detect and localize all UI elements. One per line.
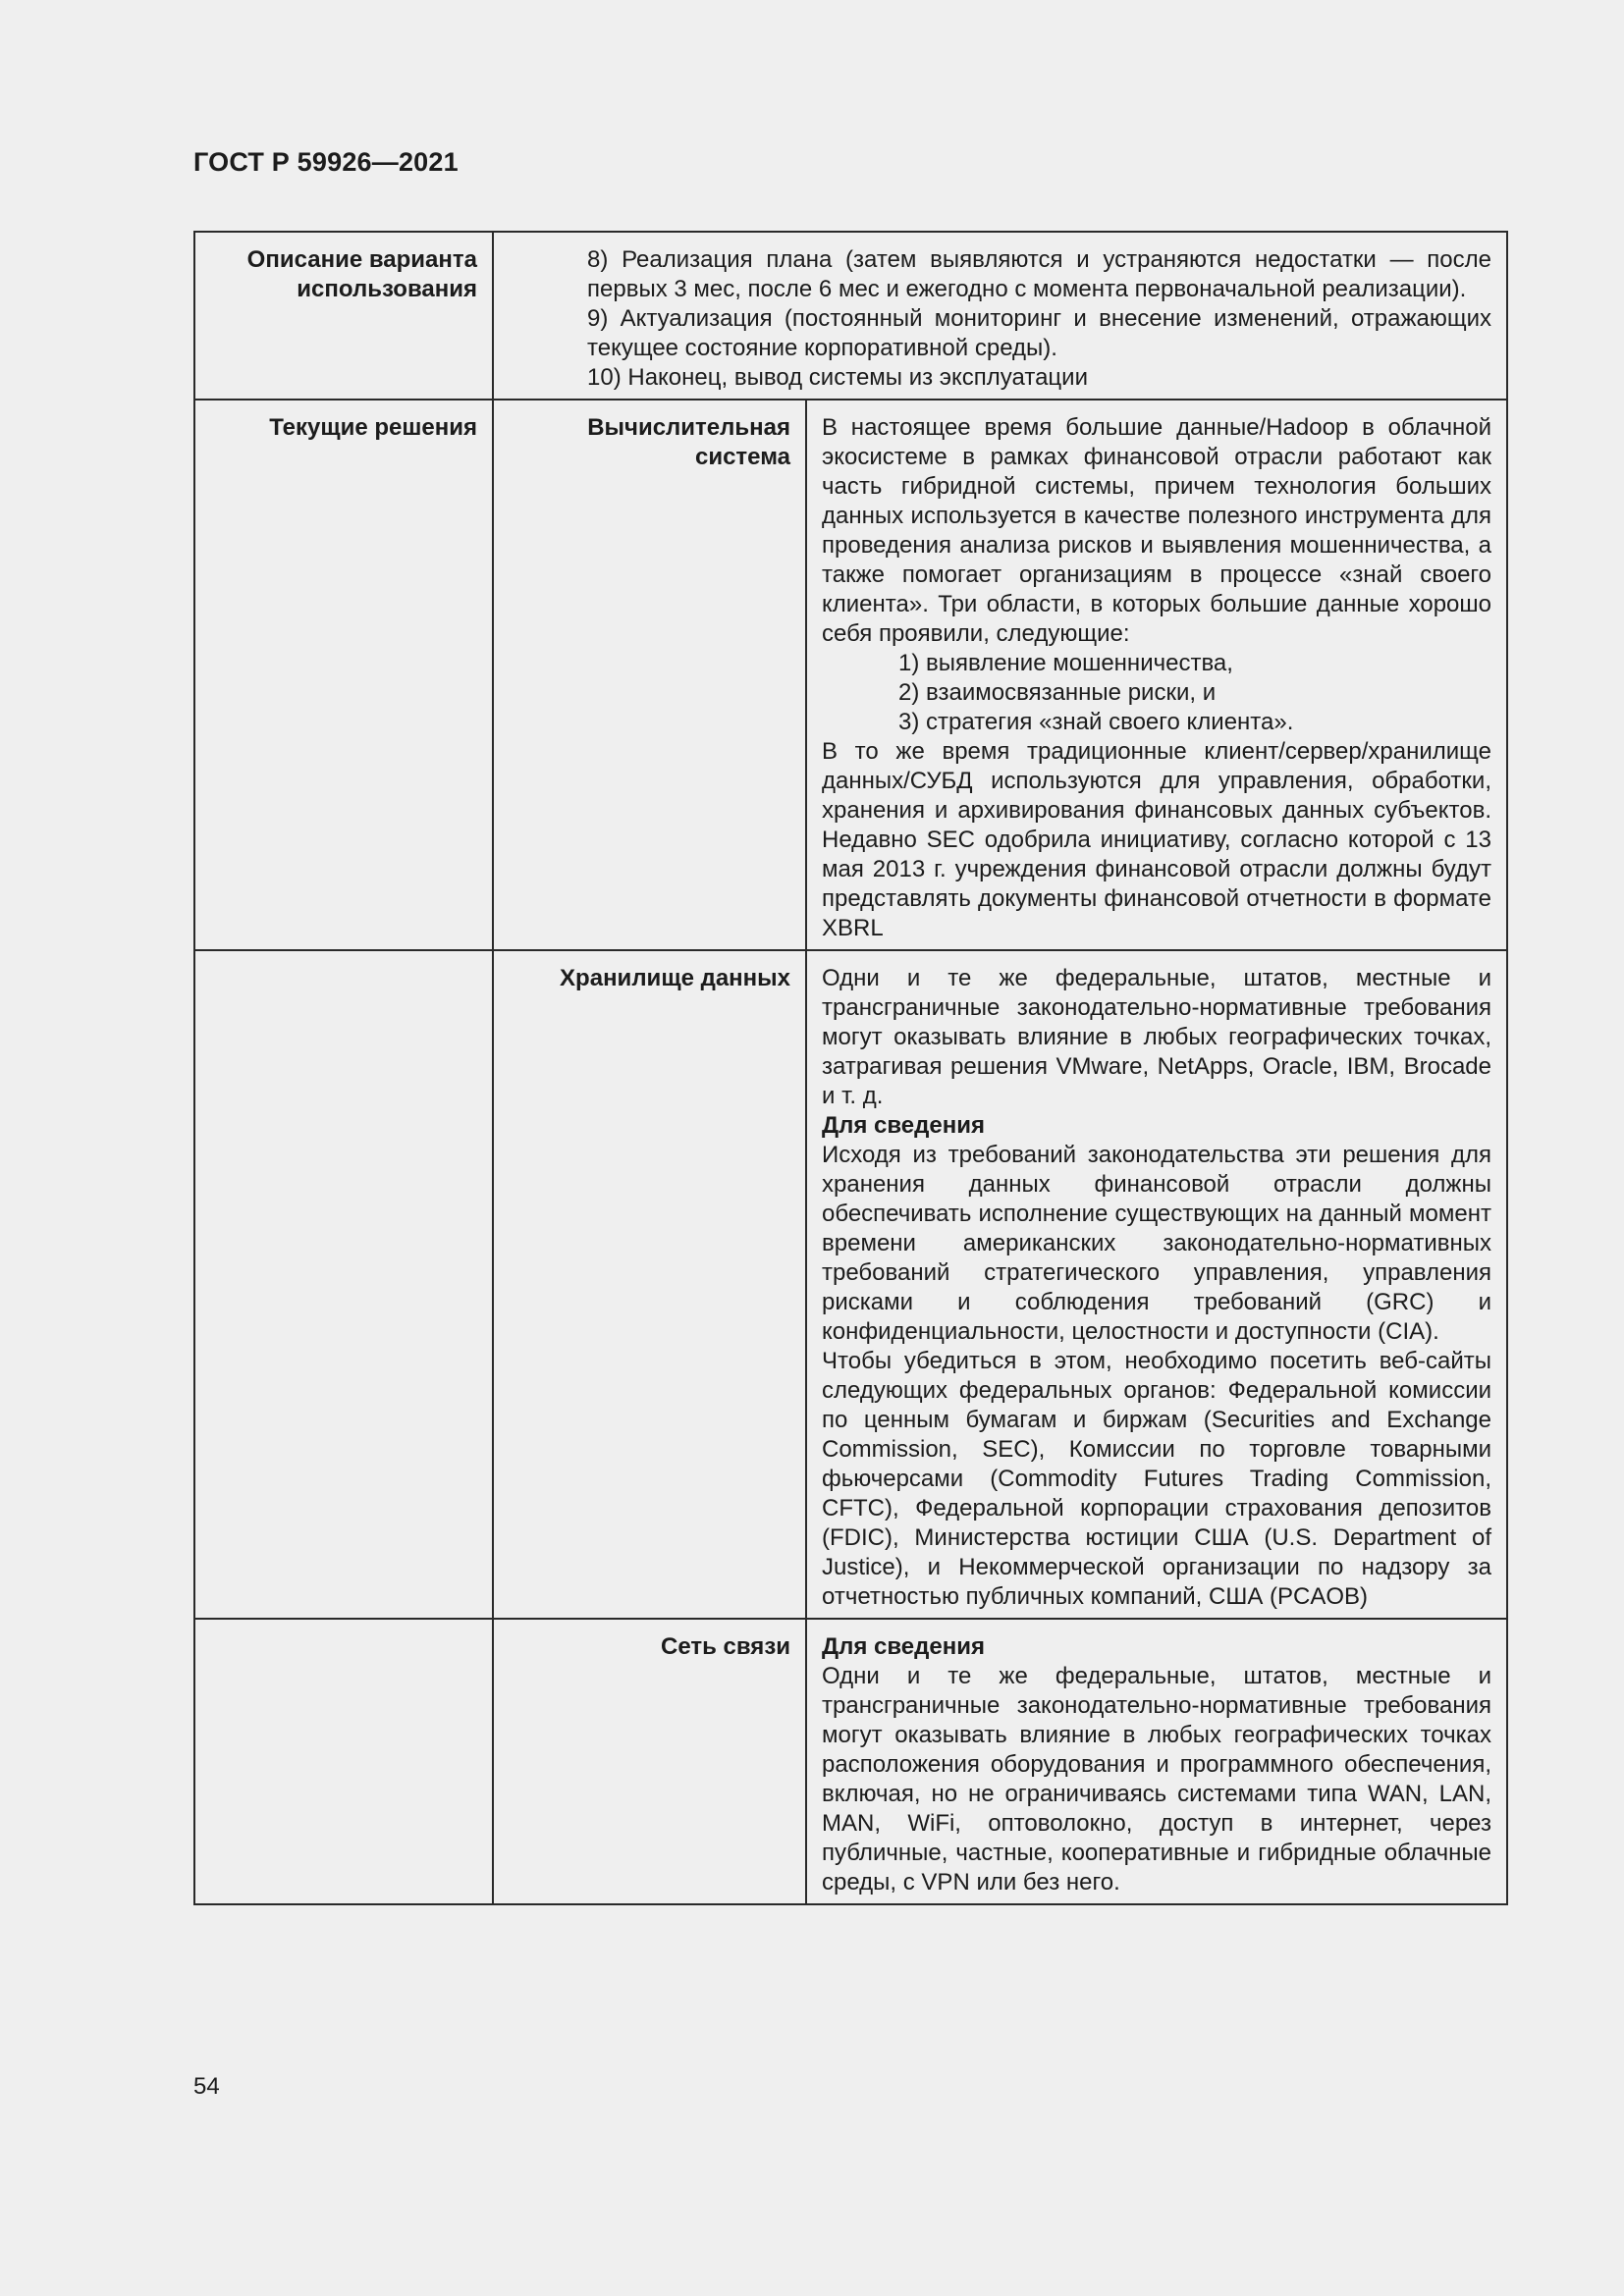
sublabel-compute-system: Вычислительная система xyxy=(493,400,806,950)
note-title: Для сведения xyxy=(822,1112,985,1139)
empty-cell xyxy=(194,1619,493,1904)
paragraph: Исходя из требований законодательства эти решения для хранения данных финансовой отрасли должны обеспечивать исполнение существующих на данный момент времени американских законодательно-нормативных требований стратегического управления, управления рисками и соблюдения требований (GRC) и конфиденциальности, целостности и доступности (CIA). xyxy=(822,1142,1491,1345)
list-item: 2) взаимосвязанные риски, и xyxy=(898,679,1217,706)
paragraph: В то же время традиционные клиент/сервер/хранилище данных/СУБД используются для управления, обработки, хранения и архивирования финансовых данных субъектов. Недавно SEC одобрила инициативу, согласно которой с 13 мая 2013 г. учреждения финансовой отрасли должны будут представлять документы финансовой отчетности в формате XBRL xyxy=(822,738,1491,941)
data-storage-text xyxy=(806,950,1507,1619)
table-row-storage xyxy=(194,950,1507,1619)
list-item: 9) Актуализация (постоянный мониторинг и внесение изменений, отражающих текущее состояние корпоративной среды). xyxy=(587,305,1491,361)
table-row-compute xyxy=(194,400,1507,950)
empty-cell xyxy=(194,950,493,1619)
use-case-table xyxy=(193,231,1508,1905)
list-item: 1) выявление мошенничества, xyxy=(898,650,1233,676)
description-cell xyxy=(493,232,1507,400)
note-title: Для сведения xyxy=(822,1633,985,1660)
network-text xyxy=(806,1619,1507,1904)
list-item: 10) Наконец, вывод системы из эксплуатации xyxy=(587,364,1088,391)
paragraph: В настоящее время большие данные/Hadoop в облачной экосистеме в рамках финансовой отрасли работают как часть гибридной системы, причем технология больших данных используется в качестве полезного инструмента для проведения анализа рисков и выявления мошенничества, а также помогает организациям в процессе «знай своего клиента». Три области, в которых большие данные хорошо себя проявили, следующие: xyxy=(822,414,1491,647)
paragraph: Чтобы убедиться в этом, необходимо посетить веб-сайты следующих федеральных органов: Федеральной комиссии по ценным бумагам и биржам (Securities and Exchange Commission, SEC), Комиссии по торговле товарными фьючерсами (Commodity Futures Trading Commission, CFTC), Федеральной корпорации страхования депозитов (FDIC), Министерства юстиции США (U.S. Department of Justice), и Некоммерческой организации по надзору за отчетностью публичных компаний, США (PCAOB) xyxy=(822,1348,1491,1610)
list-item: 3) стратегия «знай своего клиента». xyxy=(898,709,1294,735)
compute-system-text xyxy=(806,400,1507,950)
list-item: 8) Реализация плана (затем выявляются и устраняются недостатки — после первых 3 мес, после 6 мес и ежегодно с момента первоначальной реализации). xyxy=(587,246,1491,302)
table-row-network xyxy=(194,1619,1507,1904)
document-header: ГОСТ Р 59926—2021 xyxy=(193,147,459,177)
paragraph: Одни и те же федеральные, штатов, местные и трансграничные законодательно-нормативные требования могут оказывать влияние в любых географических точках расположения оборудования и программного обеспечения, включая, но не ограничиваясь системами типа WAN, LAN, MAN, WiFi, оптоволокно, доступ в интернет, через публичные, частные, кооперативные и гибридные облачные среды, с VPN или без него. xyxy=(822,1663,1491,1896)
page-number: 54 xyxy=(193,2073,220,2100)
sublabel-network: Сеть связи xyxy=(493,1619,806,1904)
row-label-description: Описание варианта использования xyxy=(194,232,493,400)
table-row-description xyxy=(194,232,1507,400)
paragraph: Одни и те же федеральные, штатов, местные и трансграничные законодательно-нормативные требования могут оказывать влияние в любых географических точках, затрагивая решения VMware, NetApps, Oracle, IBM, Brocade и т. д. xyxy=(822,965,1491,1109)
sublabel-data-storage: Хранилище данных xyxy=(493,950,806,1619)
row-label-current-solutions: Текущие решения xyxy=(194,400,493,950)
